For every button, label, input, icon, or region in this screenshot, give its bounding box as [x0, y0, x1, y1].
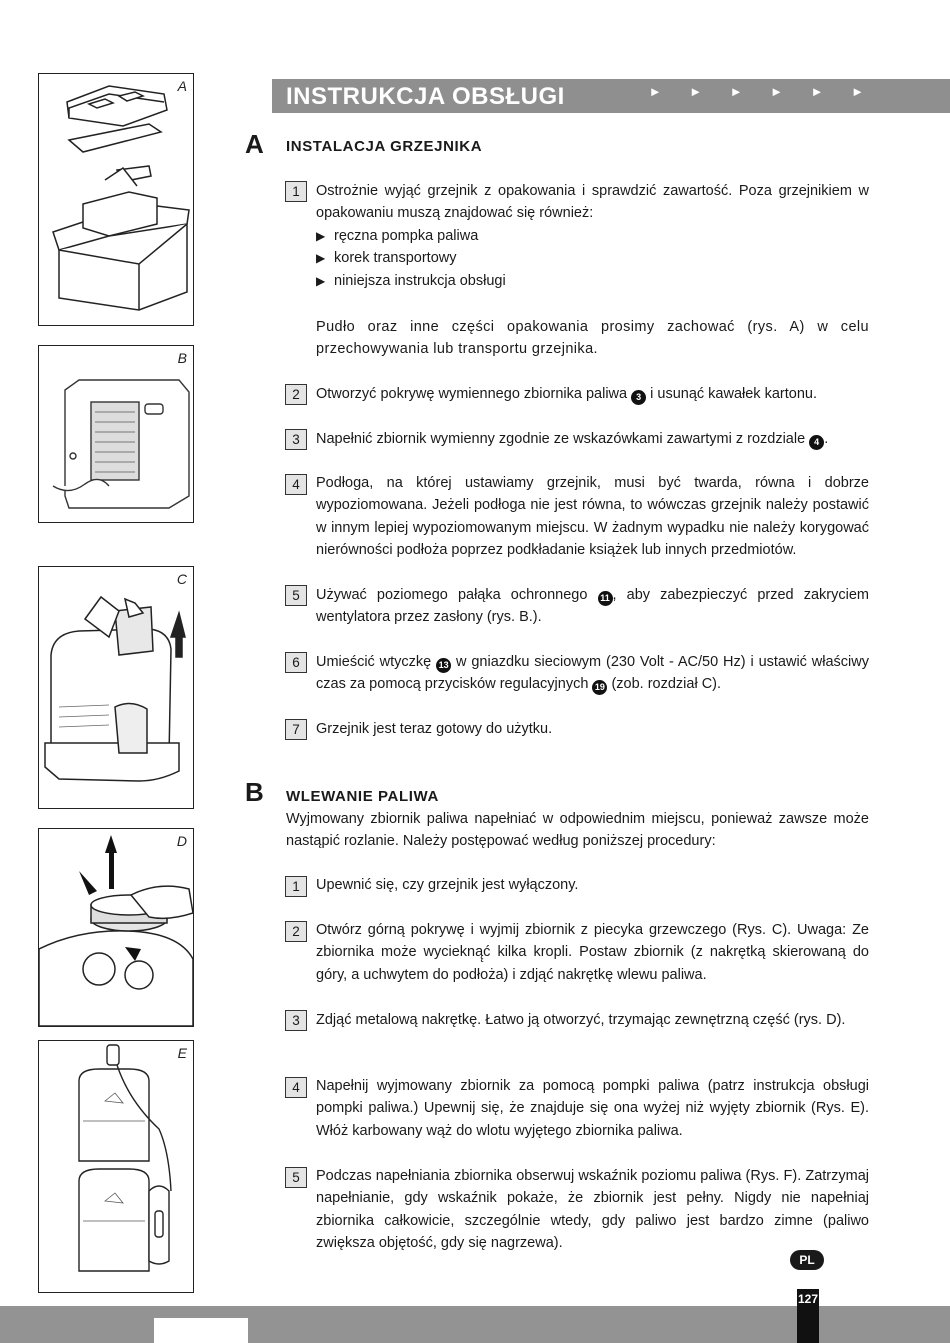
language-badge: PL — [790, 1250, 824, 1270]
step-note: Pudło oraz inne części opakowania prosimy zachować (rys. A) w celu przechowywania lub transportu grzejnika. — [316, 319, 869, 358]
step-body: Ostrożnie wyjąć grzejnik z opakowania i sprawdzić zawartość. Poza grzejnikiem w opakowaniu muszą znajdować się również: — [316, 183, 869, 222]
step-text: Napełnij wyjmowany zbiornik za pomocą pompki paliwa (patrz instrukcja obsługi pompki paliwa.) Upewnij się, że znajduje się ona wyżej niż wyjęty zbiornik (Rys. E). Włóż karbowany wąż do wlotu wyjętego zbiornika paliwa. — [316, 1078, 869, 1139]
figure-letter: C — [176, 571, 187, 587]
bullet-arrow-icon: ▶ — [316, 228, 326, 243]
part-ref-badge: 19 — [592, 680, 607, 695]
figure-e — [38, 1040, 194, 1293]
step-number: 3 — [285, 429, 307, 450]
part-ref-badge: 3 — [631, 390, 646, 405]
step-number: 4 — [285, 1077, 307, 1098]
step-number: 4 — [285, 474, 307, 495]
section-title: WLEWANIE PALIWA — [286, 788, 439, 805]
figure-letter: B — [177, 350, 187, 366]
step-number: 5 — [285, 1167, 307, 1188]
bullet-item: ▶ ręczna pompka paliwa — [316, 225, 869, 247]
heater-back-illustration — [39, 346, 193, 522]
step-number: 1 — [285, 876, 307, 897]
footer-tab — [154, 1318, 248, 1343]
figure-letter: E — [177, 1045, 187, 1061]
step-text: Używać poziomego pałąka ochronnego 11 , aby zabezpieczyć przed zakryciem wentylatora przez zasłony (rys. B.). — [316, 587, 869, 626]
part-ref-badge: 4 — [809, 435, 824, 450]
bullet-item: ▶ korek transportowy — [316, 247, 869, 269]
bullet-arrow-icon: ▶ — [316, 251, 326, 266]
refill-pump-illustration — [39, 1041, 193, 1292]
step-text: Podczas napełniania zbiornika obserwuj wskaźnik poziomu paliwa (Rys. F). Zatrzymaj napełnianie, gdy wskaźnik pokaże, że zbiornik jest pełny. Nigdy nie napełniaj zbiornika całkowicie, szczególnie wtedy, gdy paliwo jest bardzo zimne (paliwo zwiększa objętość, gdy się nagrzewa). — [316, 1168, 869, 1252]
step-text — [316, 180, 869, 292]
section-letter: A — [245, 129, 264, 159]
figure-b — [38, 345, 194, 523]
section-letter: B — [245, 777, 264, 807]
step-text: Otwórz górną pokrywę i wyjmij zbiornik z piecyka grzewczego (Rys. C). Uwaga: Ze zbiornika może wyciekną̨ć kilka kropli. Postaw zbiornik (z nakrętką skierowaną do góry, a uchwytem do podłoża) i zdjąć nakrętkę wlewu paliwa. — [316, 922, 869, 983]
figure-c — [38, 566, 194, 809]
step-number: 2 — [285, 921, 307, 942]
header-bar — [272, 79, 950, 113]
figure-letter: A — [177, 78, 187, 94]
step-text: Podłoga, na której ustawiamy grzejnik, musi być twarda, równa i dobrze wypoziomowana. Jeżeli podłoga nie jest równa, to wówczas grzejnik należy postawić w innym lepiej wypoziomowanym miejscu. W żadnym wypadku nie należy korygować nierówności podłoża poprzez podkładanie książek lub innych przedmiotów. — [316, 475, 869, 559]
step-number: 5 — [285, 585, 307, 606]
step-number: 3 — [285, 1010, 307, 1031]
tank-removal-illustration — [39, 567, 193, 808]
step-number: 1 — [285, 181, 307, 202]
step-text: Grzejnik jest teraz gotowy do użytku. — [316, 721, 553, 737]
step-number: 2 — [285, 384, 307, 405]
figure-d — [38, 828, 194, 1027]
step-text: Otworzyć pokrywę wymiennego zbiornika paliwa 3 i usunąć kawałek kartonu. — [316, 383, 869, 405]
cap-removal-illustration — [39, 829, 193, 1026]
step-text: Upewnić się, czy grzejnik jest wyłączony. — [316, 877, 579, 893]
figure-a — [38, 73, 194, 326]
part-ref-badge: 11 — [598, 591, 613, 606]
part-ref-badge: 13 — [436, 658, 451, 673]
step-text: Umieścić wtyczkę 13 w gniazdku sieciowym (230 Volt - AC/50 Hz) i ustawić właściwy czas za pomocą przycisków regulacyjnych 19 (zob. rozdział C). — [316, 651, 869, 696]
heater-unboxing-illustration — [39, 74, 193, 325]
section-intro: Wyjmowany zbiornik paliwa napełniać w odpowiednim miejscu, ponieważ zawsze może nastąpić rozlanie. Należy postępować według poniższej procedury: — [286, 811, 869, 850]
step-text: Zdjąć metalową nakrętkę. Łatwo ją otworzyć, trzymając zewnętrzną część (rys. D). — [316, 1012, 846, 1028]
header-arrows: ► ► ► ► ► ► — [648, 84, 876, 99]
section-title: INSTALACJA GRZEJNIKA — [286, 138, 483, 155]
step-text: Napełnić zbiornik wymienny zgodnie ze wskazówkami zawartymi z rozdziale 4 . — [316, 428, 869, 450]
bullet-item: ▶ niniejsza instrukcja obsługi — [316, 270, 869, 292]
bullet-arrow-icon: ▶ — [316, 273, 326, 288]
figure-letter: D — [176, 833, 187, 849]
step-number: 7 — [285, 719, 307, 740]
step-number: 6 — [285, 652, 307, 673]
page-number: 127 — [797, 1289, 819, 1343]
page-title: INSTRUKCJA OBSŁUGI — [286, 83, 565, 110]
